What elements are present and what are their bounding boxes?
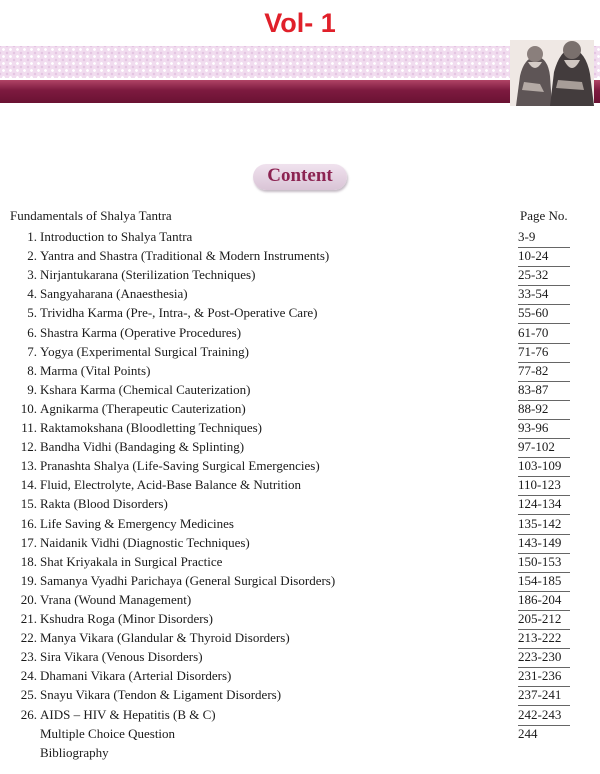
chapter-title: Dhamani Vikara (Arterial Disorders) [40,668,232,684]
chapter-title: Multiple Choice Question [40,725,176,741]
page-range: 33-54 [518,286,570,302]
page-range: 244 [518,725,538,741]
toc-entry [0,687,600,706]
chapter-number: 12. [20,439,37,455]
page-range: 242-243 [518,707,570,723]
content-heading: Content [253,164,346,190]
page-range: 110-123 [518,477,570,493]
toc-entry [0,592,600,611]
chapter-number: 9. [27,381,37,397]
chapter-number: 7. [27,343,37,359]
toc-entry [0,745,600,764]
sages-illustration [510,40,594,106]
chapter-title: Sira Vikara (Venous Disorders) [40,649,203,665]
chapter-number: 5. [27,305,37,321]
chapter-title: Kshara Karma (Chemical Cauterization) [40,381,251,397]
page-range: 143-149 [518,535,570,551]
chapter-number: 24. [20,668,37,684]
volume-label: Vol- 1 [264,8,336,38]
toc-entry [0,382,600,401]
toc-entry [0,458,600,477]
chapter-title: Marma (Vital Points) [40,362,151,378]
toc-entry [0,229,600,248]
toc-entry [0,630,600,649]
chapter-title: Shastra Karma (Operative Procedures) [40,324,242,340]
page-range: 186-204 [518,592,570,608]
chapter-title: Shat Kriyakala in Surgical Practice [40,553,223,569]
chapter-number: 15. [20,496,37,512]
chapter-title: Bandha Vidhi (Bandaging & Splinting) [40,439,245,455]
toc-entry [0,535,600,554]
page-range: 231-236 [518,668,570,684]
chapter-number: 18. [20,553,37,569]
chapter-title: Agnikarma (Therapeutic Cauterization) [40,400,246,416]
page-range: 88-92 [518,401,570,417]
chapter-number: 6. [27,324,37,340]
page-range: 55-60 [518,305,570,321]
toc-entry [0,611,600,630]
chapter-title: Trividha Karma (Pre-, Intra-, & Post-Operative Care) [40,305,318,321]
chapter-title: Sangyaharana (Anaesthesia) [40,286,188,302]
chapter-number: 26. [20,706,37,722]
chapter-title: Yogya (Experimental Surgical Training) [40,343,249,359]
chapter-title: Naidanik Vidhi (Diagnostic Techniques) [40,534,250,550]
chapter-title: Kshudra Roga (Minor Disorders) [40,611,213,626]
chapter-number: 3. [27,267,37,283]
chapter-title: Yantra and Shastra (Traditional & Modern Instruments) [40,248,330,264]
chapter-title: Bibliography [40,744,109,760]
toc-entry [0,363,600,382]
chapter-number: 22. [20,630,37,646]
chapter-title: Manya Vikara (Glandular & Thyroid Disorders) [40,630,290,646]
chapter-number: 11. [21,420,37,435]
chapter-title: Raktamokshana (Bloodletting Techniques) [40,420,262,435]
chapter-number: 17. [20,534,37,550]
chapter-number: 20. [20,591,37,607]
chapter-number: 19. [20,572,37,588]
chapter-number: 4. [27,286,37,302]
toc-entry [0,325,600,344]
toc-entry [0,439,600,458]
page-range: 150-153 [518,554,570,570]
toc-entry [0,668,600,687]
section-title: Fundamentals of Shalya Tantra [10,208,172,223]
page-range: 205-212 [518,611,570,627]
toc-entry [0,554,600,573]
chapter-title: Life Saving & Emergency Medicines [40,515,234,531]
page-range: 154-185 [518,573,570,589]
chapter-number: 8. [27,362,37,378]
toc-entry [0,726,600,745]
page-range: 83-87 [518,382,570,398]
page-range: 3-9 [518,229,570,245]
chapter-number: 1. [27,229,37,244]
page-number-column-header: Page No. [520,208,568,223]
chapter-number: 21. [20,611,37,626]
chapter-number: 23. [20,649,37,665]
chapter-title: Introduction to Shalya Tantra [40,229,193,244]
chapter-title: Pranashta Shalya (Life-Saving Surgical Emergencies) [40,458,320,474]
chapter-title: Rakta (Blood Disorders) [40,496,168,512]
page-range: 124-134 [518,496,570,512]
chapter-number: 14. [20,477,37,493]
toc-entry [0,573,600,592]
chapter-title: Fluid, Electrolyte, Acid-Base Balance & Nutrition [40,477,302,493]
page-range: 213-222 [518,630,570,646]
page-range: 61-70 [518,325,570,341]
page-range: 97-102 [518,439,570,455]
toc-entry [0,420,600,439]
chapter-number: 10. [20,400,37,416]
page-range: 25-32 [518,267,570,283]
page-range: 135-142 [518,516,570,532]
page-range: 237-241 [518,687,570,703]
chapter-number: 2. [27,248,37,264]
chapter-title: Samanya Vyadhi Parichaya (General Surgical Disorders) [40,572,336,588]
page-range: 77-82 [518,363,570,379]
toc-entry [0,305,600,324]
toc-entry [0,248,600,267]
toc-entry [0,496,600,515]
chapter-number: 25. [20,687,37,703]
chapter-number: 16. [20,515,37,531]
toc-entry [0,401,600,420]
page-range: 223-230 [518,649,570,665]
toc-entry [0,477,600,496]
chapter-title: AIDS – HIV & Hepatitis (B & C) [40,706,216,722]
page-range: 10-24 [518,248,570,264]
page-range: 71-76 [518,344,570,360]
page-range: 93-96 [518,420,570,436]
toc-entry [0,707,600,726]
toc-entry [0,649,600,668]
toc-entry [0,286,600,305]
toc-entry [0,344,600,363]
chapter-title: Vrana (Wound Management) [40,591,192,607]
toc-entry [0,267,600,286]
chapter-title: Snayu Vikara (Tendon & Ligament Disorders) [40,687,282,703]
chapter-number: 13. [20,458,37,474]
page-range: 103-109 [518,458,570,474]
chapter-title: Nirjantukarana (Sterilization Techniques) [40,267,256,283]
toc-entry [0,516,600,535]
